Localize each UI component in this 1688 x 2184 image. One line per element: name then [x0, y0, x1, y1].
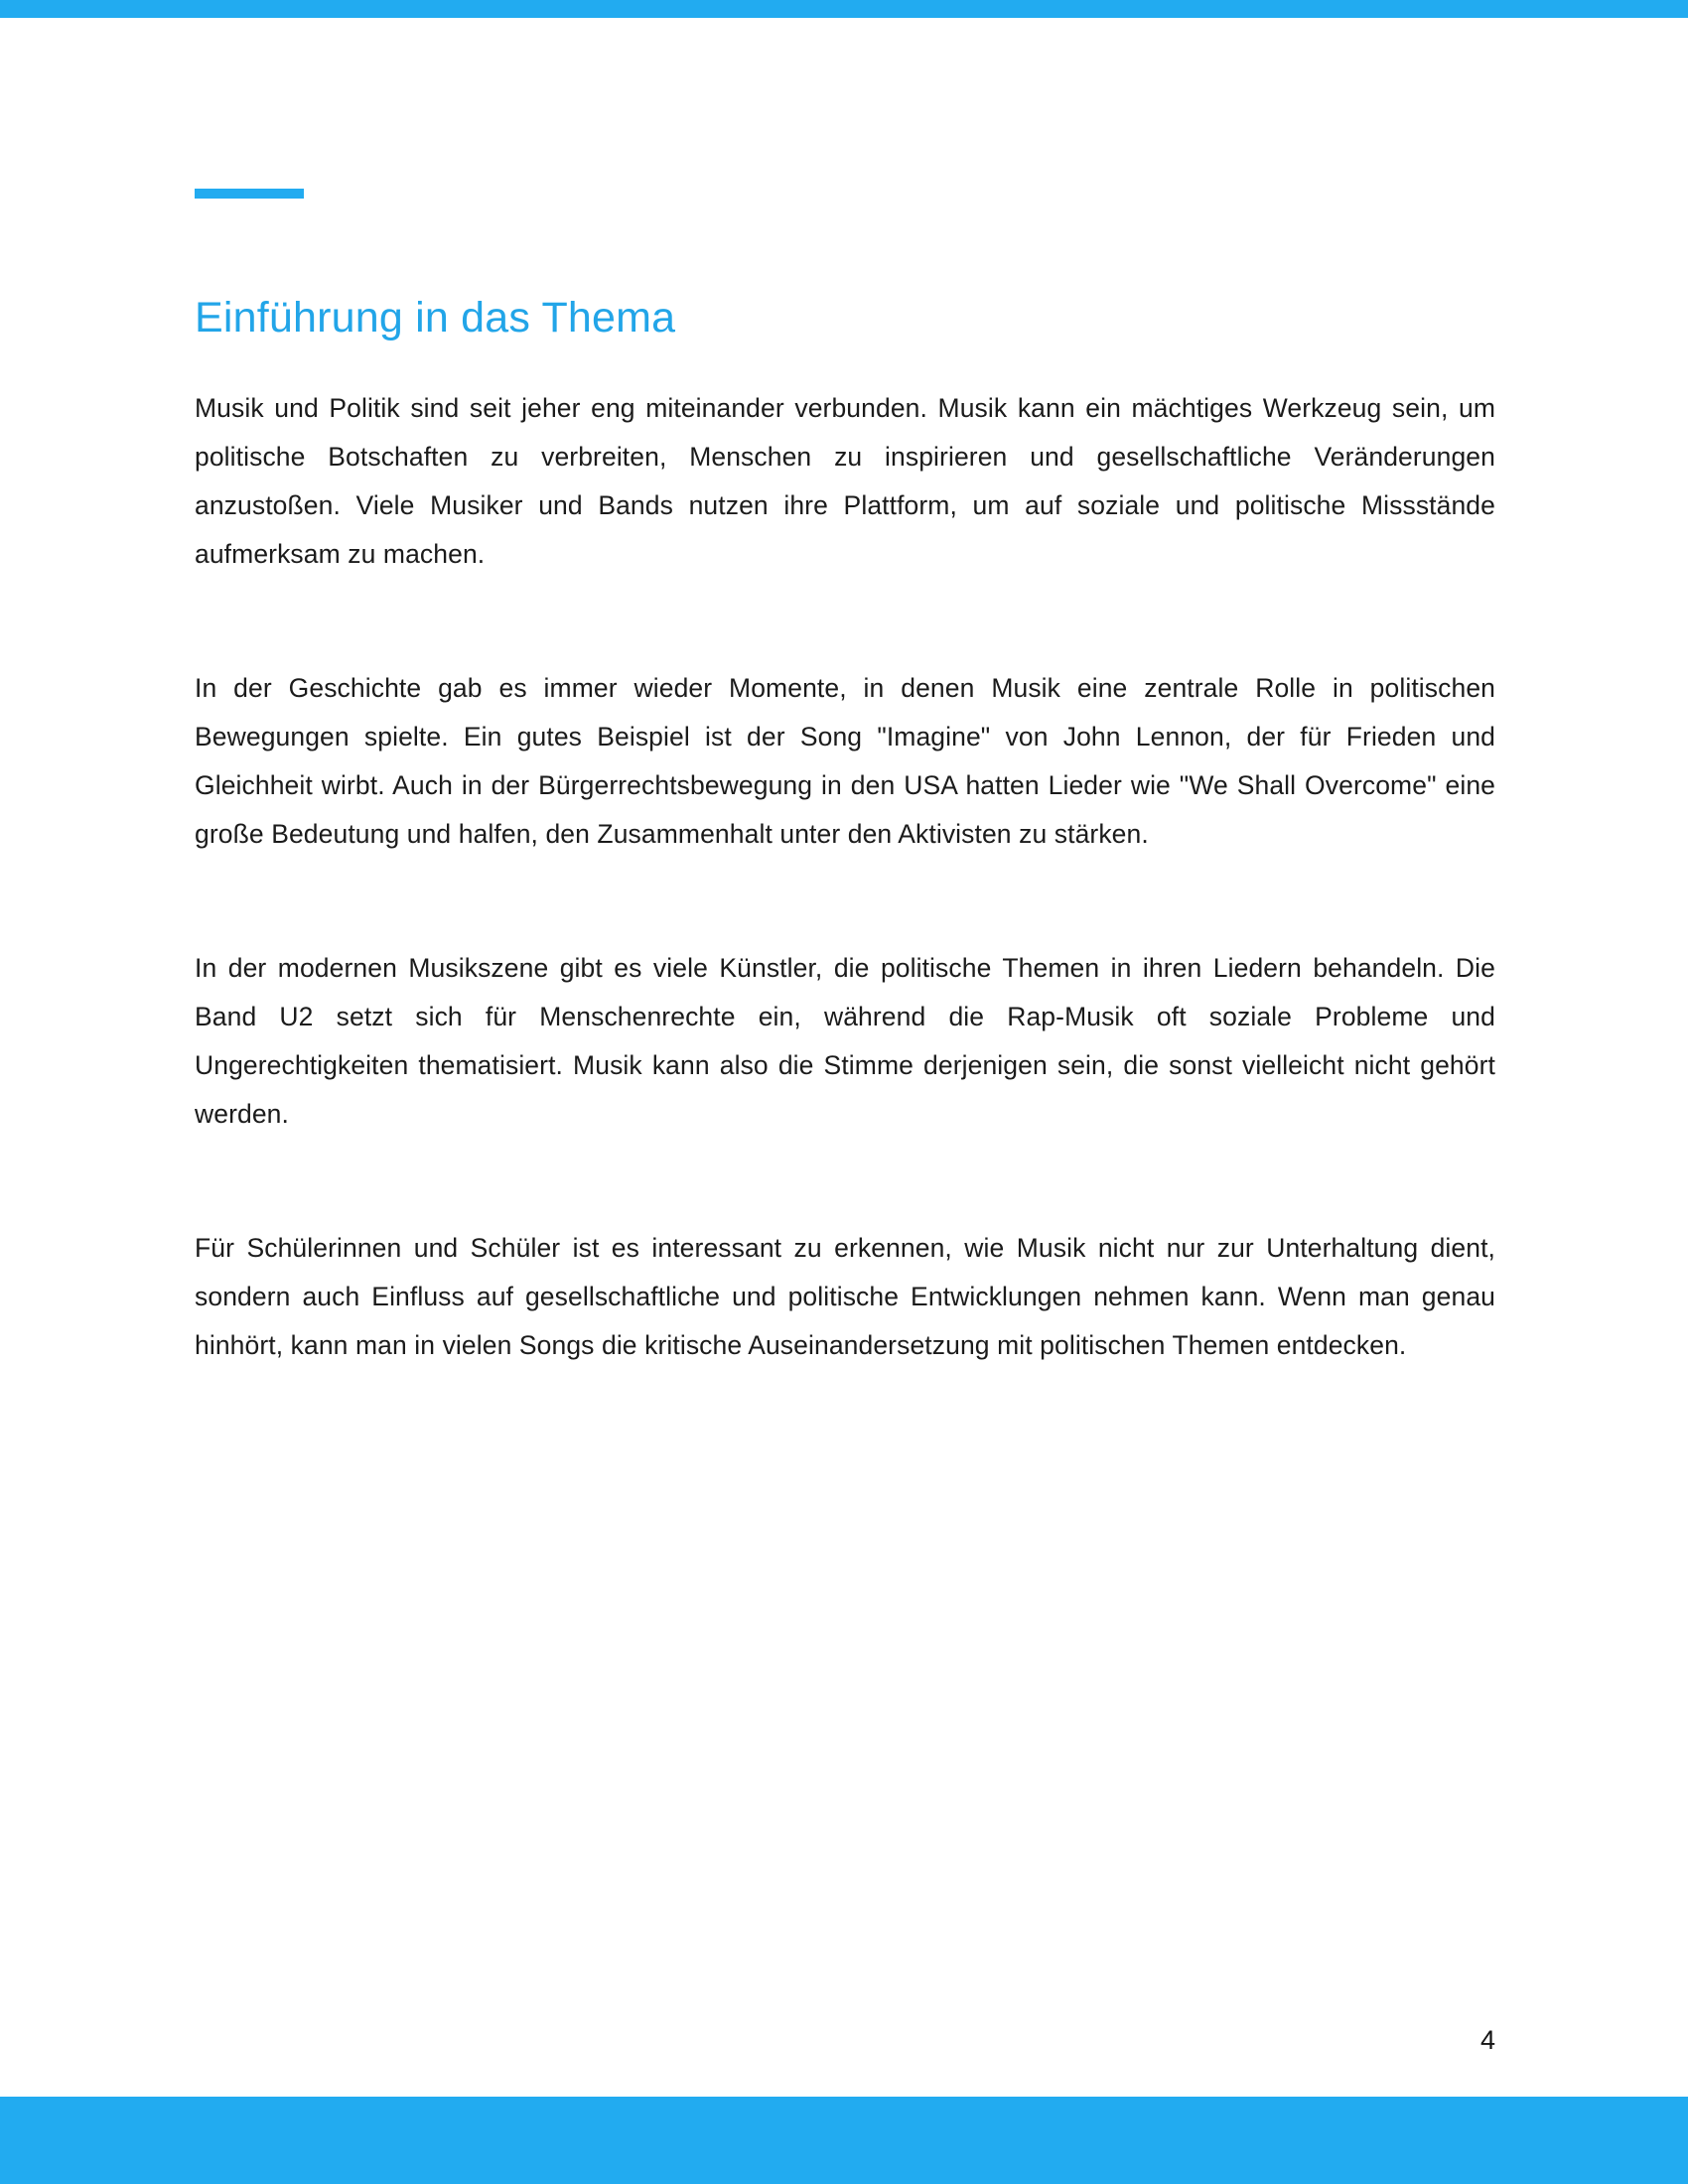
body-paragraph-3: In der modernen Musikszene gibt es viele Künstler, die politische Themen in ihren Liedern behandeln. Die Band U2 setzt sich für Menschenrechte ein, während die Rap-Musik oft soziale Probleme und Ungerechtigkeiten thematisiert. Musik kann also die Stimme derjenigen sein, die sonst vielleicht nicht gehört werden. — [195, 953, 1495, 1130]
body-paragraph-1: Musik und Politik sind seit jeher eng miteinander verbunden. Musik kann ein mächtiges Werkzeug sein, um politische Botschaften zu verbreiten, Menschen zu inspirieren und gesellschaftliche Veränderungen anzustoßen. Viele Musiker und Bands nutzen ihre Plattform, um auf soziale und politische Missstände aufmerksam zu machen. — [195, 393, 1495, 570]
bottom-accent-bar — [0, 2097, 1688, 2184]
section-accent-rule — [195, 189, 304, 199]
page-content — [195, 294, 1495, 1370]
body-paragraph-2: In der Geschichte gab es immer wieder Momente, in denen Musik eine zentrale Rolle in politischen Bewegungen spielte. Ein gutes Beispiel ist der Song "Imagine" von John Lennon, der für Frieden und Gleichheit wirbt. Auch in der Bürgerrechtsbewegung in den USA hatten Lieder wie "We Shall Overcome" eine große Bedeutung und halfen, den Zusammenhalt unter den Aktivisten zu stärken. — [195, 673, 1495, 850]
page-number: 4 — [1479, 2025, 1495, 2055]
body-paragraph-4: Für Schülerinnen und Schüler ist es interessant zu erkennen, wie Musik nicht nur zur Unterhaltung dient, sondern auch Einfluss auf gesellschaftliche und politische Entwicklungen nehmen kann. Wenn man genau hinhört, kann man in vielen Songs die kritische Auseinandersetzung mit politischen Themen entdecken. — [195, 1233, 1495, 1361]
page-title: Einführung in das Thema — [195, 294, 676, 341]
top-accent-bar — [0, 0, 1688, 18]
